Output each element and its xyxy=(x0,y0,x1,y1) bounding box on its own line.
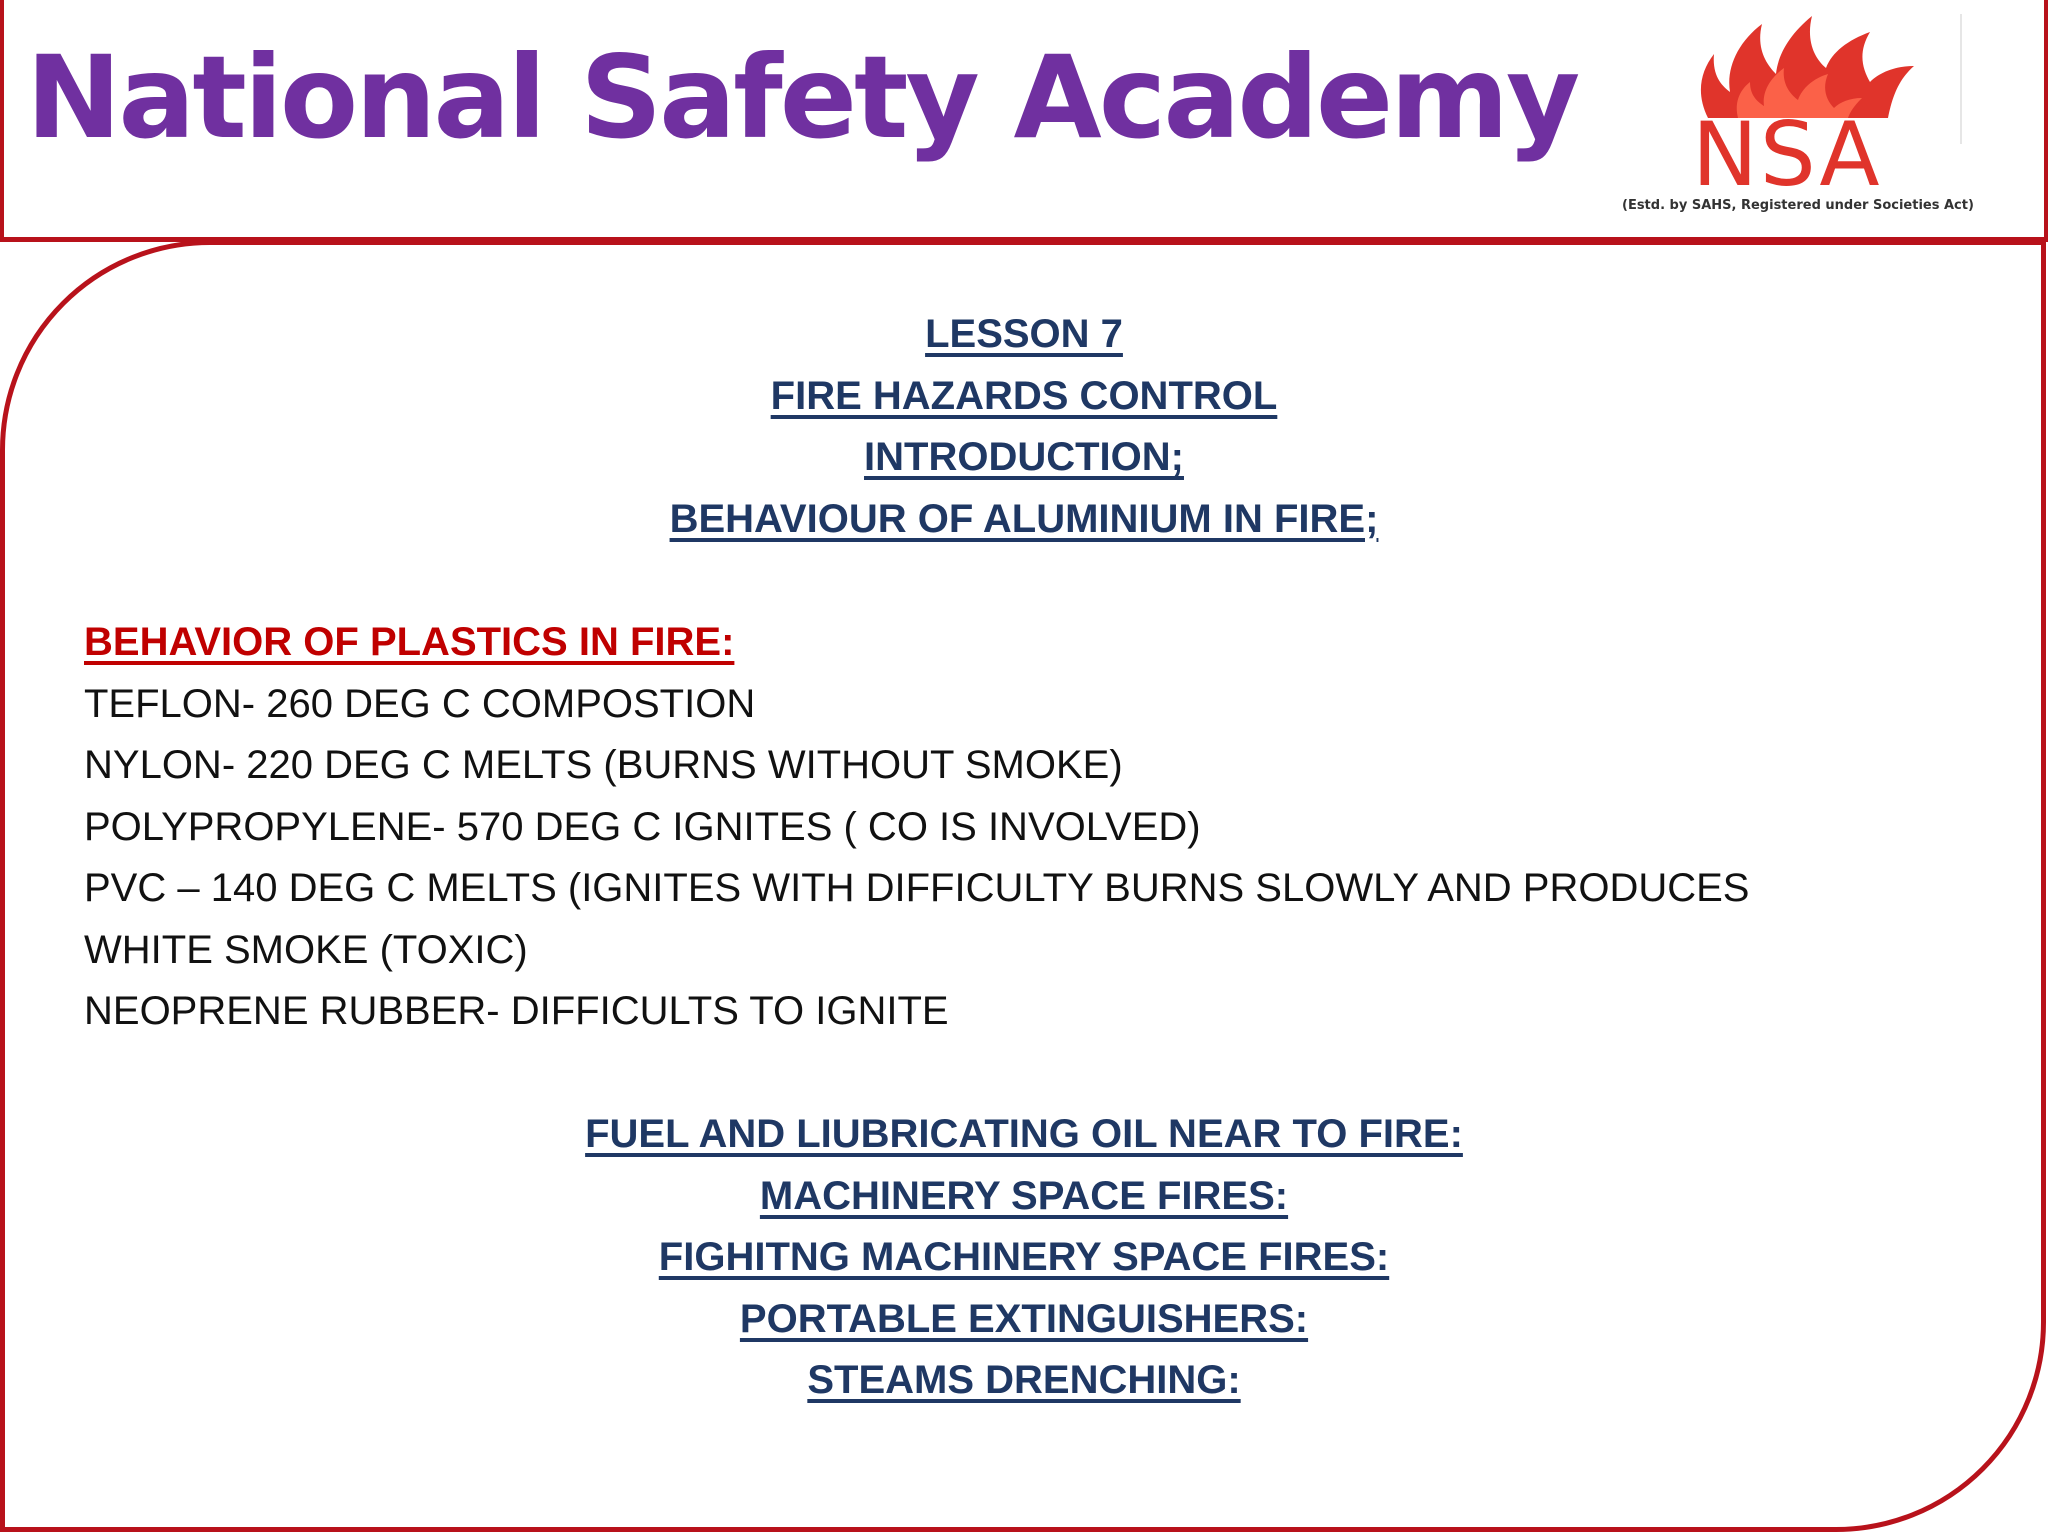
lesson-heading: LESSON 7 xyxy=(925,312,1123,356)
logo-text: NSA xyxy=(1692,103,1882,206)
portable-extinguishers-heading: PORTABLE EXTINGUISHERS: xyxy=(739,1296,1309,1341)
machinery-fires-heading: MACHINERY SPACE FIRES: xyxy=(759,1173,1289,1218)
plastics-line: NYLON- 220 DEG C MELTS (BURNS WITHOUT SMOKE) xyxy=(84,743,1123,787)
plastics-heading: BEHAVIOR OF PLASTICS IN FIRE: xyxy=(84,620,735,664)
logo-divider xyxy=(1960,14,1962,144)
fire-hazards-heading: FIRE HAZARDS CONTROL xyxy=(770,373,1278,418)
plastics-line: POLYPROPYLENE- 570 DEG C IGNITES ( CO IS INVOLVED) xyxy=(84,804,1201,849)
plastics-line: NEOPRENE RUBBER- DIFFICULTS TO IGNITE xyxy=(84,989,949,1033)
aluminium-heading: BEHAVIOUR OF ALUMINIUM IN FIRE; xyxy=(669,496,1379,541)
logo-caption: (Estd. by SAHS, Registered under Societies Act) xyxy=(1622,198,1974,213)
fighting-fires-heading: FIGHITNG MACHINERY SPACE FIRES: xyxy=(658,1235,1390,1279)
bottom-headings xyxy=(0,1104,2048,1412)
top-headings xyxy=(0,304,2048,550)
page-title: National Safety Academy xyxy=(26,31,1578,164)
plastics-section xyxy=(84,612,1984,1043)
introduction-heading: INTRODUCTION; xyxy=(864,435,1184,479)
fuel-oil-heading: FUEL AND LIUBRICATING OIL NEAR TO FIRE: xyxy=(585,1112,1463,1156)
steam-drenching-heading: STEAMS DRENCHING: xyxy=(807,1358,1241,1402)
plastics-line: PVC – 140 DEG C MELTS (IGNITES WITH DIFFICULTY BURNS SLOWLY AND PRODUCES xyxy=(84,866,1750,910)
plastics-line: TEFLON- 260 DEG C COMPOSTION xyxy=(84,681,756,726)
plastics-line: WHITE SMOKE (TOXIC) xyxy=(84,927,528,972)
